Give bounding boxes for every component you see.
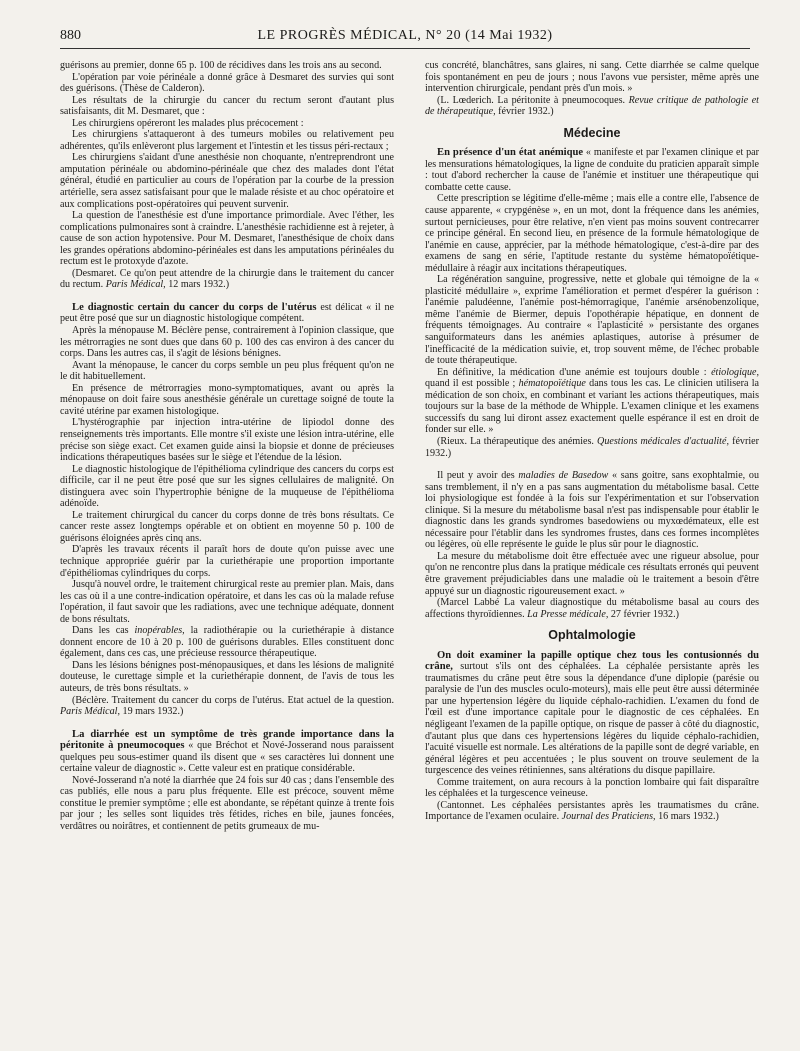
paragraph: Avant la ménopause, le cancer du corps semble un peu plus fréquent qu'on ne le dit habituellement.	[60, 359, 394, 383]
article-lead: On doit examiner la papille optique chez tous les contusionnés du crâne, surtout s'ils ont des céphalées. La céphalée persistante après les traumatismes du crâne peut être sous la dépendance d'une diplopie (parésie ou paralysie de l'un des muscles oculo-moteurs), mais elle peut être aussi déterminée par une hypertension légère du liquide céphalo-rachidien. L'examen du fond de l'œil est d'une importance capitale pour le diagnostic de ces céphalées. En négligeant l'examen de la papille optique, on risque de passer à côté du diagnostic, d'autant plus que dans ces hypertensions légères du liquide céphalo-rachidien, l'acuité visuelle est normale. Les altérations de la papille sont de degré variable, en général légères et peu accentuées ; le plus souvent on trouve seulement de la turgescence des veines rétiniennes, sans altérations du disque papillaire.	[425, 649, 759, 777]
section-heading-ophtalmologie: Ophtalmologie	[548, 628, 636, 643]
paragraph: cus concrété, blanchâtres, sans glaires, ni sang. Cette diarrhée se calme quelque fois spontanément en peu de jours ; nous l'avons vue persister, même après une intervention chirurgicale, pendant près d'un mois. »	[425, 60, 759, 95]
article-lead: En présence d'un état anémique « manifeste et par l'examen clinique et par les mensurations hématologiques, la ligne de conduite du praticien apparaît simple : tout d'abord rechercher la cause de l'anémie et instituer une thérapeutique qui combatte cette cause.	[425, 147, 759, 193]
paragraph: Après la ménopause M. Béclère pense, contrairement à l'opinion classique, que les métrorragies ne sont dues que dans 60 p. 100 des cas environ à des cancer du corps. Dans les autres cas, il s'agit de lésions bénignes.	[60, 325, 394, 360]
article-headline: On doit examiner la papille optique chez tous les contusionnés du crâne,	[425, 649, 759, 673]
paragraph: guérisons au premier, donne 65 p. 100 de récidives dans les trois ans au second.	[60, 60, 382, 71]
paragraph: Le traitement chirurgical du cancer du corps donne de très bons résultats. Ce cancer reste assez longtemps opérable et on obtient en moyenne 50 p. 100 de guérisons éloignées après cinq ans.	[60, 509, 394, 544]
paragraph: Dans les cas inopérables, la radiothérapie ou la curiethérapie à distance donnent encore de 10 à 20 p. 100 de guérisons durables. Elles constituent donc également, dans ces cas, une précieuse ressource thérapeutique.	[60, 625, 394, 660]
paragraph: Les chirurgiens opéreront les malades plus précocement :	[72, 117, 304, 129]
citation: (Desmaret. Ce qu'on peut attendre de la chirurgie dans le traitement du cancer du rectum. Paris Médical, 12 mars 1932.)	[60, 267, 394, 291]
left-column	[60, 60, 394, 1045]
citation: (Rieux. La thérapeutique des anémies. Questions médicales d'actualité, février 1932.)	[425, 435, 759, 459]
paragraph: L'opération par voie périnéale a donné grâce à Desmaret des survies qui sont des guérisons. (Thèse de Calderon).	[60, 71, 394, 95]
citation: (Cantonnet. Les céphalées persistantes après les traumatismes du crâne. Importance de l'examen oculaire. Journal des Praticiens, 16 mars 1932.)	[425, 799, 759, 823]
citation: (Béclère. Traitement du cancer du corps de l'utérus. Etat actuel de la question. Paris Médical, 19 mars 1932.)	[60, 694, 394, 718]
paragraph: Comme traitement, on aura recours à la ponction lombaire qui fait disparaître les céphalées et la turgescence veineuse.	[425, 776, 759, 800]
paragraph: Jusqu'à nouvel ordre, le traitement chirurgical reste au premier plan. Mais, dans les cas où il a une contre-indication opératoire, et dans les cas où la malade refuse l'opération, il faut savoir que les radiations, avec une technique adéquate, donnent de bons résultats.	[60, 579, 394, 625]
right-column	[425, 60, 759, 1045]
paragraph: D'après les travaux récents il paraît hors de doute qu'on puisse avec une technique appropriée guérir par la curiethérapie une proportion importante d'épithéliomas cylindriques du corps.	[60, 544, 394, 579]
article-lead: La diarrhée est un symptôme de très grande importance dans la péritonite à pneumocoques « que Bréchot et Nové-Josserand nous paraissent quelques peu sous-estimer quand ils disent que « ses caractères lui donnent une certaine valeur de diagnostic ». Cette valeur est en pratique considérable.	[60, 728, 394, 775]
paragraph: L'hystérographie par injection intra-utérine de lipiodol donne des renseignements très importants. Elle montre s'il existe une lésion intra-utérine, elle précise son siège exact. Cet examen guide ainsi la biopsie et donne de précieuses indications thérapeutiques basées sur le siège et l'étendue de la lésion.	[60, 417, 394, 464]
paragraph: Cette prescription se légitime d'elle-même ; mais elle a contre elle, l'absence de cause apparente, « crypgénèse », en un mot, dont la fréquence dans les anémies, surtout pernicieuses, pour être relative, n'en vient pas moins souvent contrecarrer ce principe général. En second lieu, en présence de la formule hématologique de l'anémie en cause, apprécier, par la méthode hématologique, c'est-à-dire par des examens de sang en série, l'aptitude restante du système hématopoïétique-médullaire à réagir aux incitations thérapeutiques.	[425, 193, 759, 274]
paragraph: Il peut y avoir des maladies de Basedow « sans goitre, sans exophtalmie, ou sans tremblement, il n'y en a pas sans augmentation du métabolisme basal. Cette loi physiologique est fondée à la fois sur l'expérimentation et sur l'observation clinique. Si la mesure du métabolisme basal n'est pas indispensable pour établir le diagnostic dans les grands syndromes basedowiens ou myxœdémateux, elle est nécessaire pour l'établir dans les syndromes frustes, dans ces formes incomplètes ou légères, où elle représente le guide le plus sûr pour le diagnostic.	[425, 470, 759, 551]
running-header	[60, 26, 750, 49]
citation: (L. Lœderich. La péritonite à pneumocoques. Revue critique de pathologie et de thérapeutique, février 1932.)	[425, 94, 759, 118]
section-heading-medecine: Médecine	[563, 125, 621, 140]
paragraph: Les résultats de la chirurgie du cancer du rectum seront d'autant plus satisfaisants, dit M. Desmaret, que :	[60, 94, 394, 118]
paragraph: Les chirurgiens s'attaqueront à des tumeurs mobiles ou relativement peu adhérentes, qu'ils enlèveront plus largement et l'intestin et les tissus péri-rectaux ;	[60, 129, 394, 152]
article-headline: Le diagnostic certain du cancer du corps de l'utérus	[72, 301, 317, 313]
article-headline: En présence d'un état anémique	[437, 147, 584, 159]
paragraph: En présence de métrorragies mono-symptomatiques, avant ou après la ménopause on doit faire sous anesthésie générale un curettage soigné de toute la cavité utérine par examen histologique.	[60, 382, 394, 417]
citation: (Marcel Labbé La valeur diagnostique du métabolisme basal au cours des affections thyroïdiennes. La Presse médicale, 27 février 1932.)	[425, 597, 759, 620]
paragraph: Le diagnostic histologique de l'épithélioma cylindrique des cancers du corps est difficile, car il ne peut être posé que sur les signes cellulaires de malignité. On distinguera avec soin l'hypertrophie bénigne de la muqueuse de l'épithélioma adénoïde.	[60, 463, 394, 510]
article-lead: Le diagnostic certain du cancer du corps de l'utérus est délicat « il ne peut être posé que sur un diagnostic histologique compétent.	[60, 301, 394, 325]
page-number: 880	[60, 28, 81, 43]
journal-title: LE PROGRÈS MÉDICAL, N° 20 (14 Mai 1932)	[257, 28, 553, 43]
paragraph: Dans les lésions bénignes post-ménopausiques, et dans les lésions de malignité douteuse, le curettage simple et la curiethérapie donnent, de l'avis de tous les auteurs, de très bons résultats. »	[60, 659, 394, 694]
paragraph: Les chirurgiens s'aidant d'une anesthésie non choquante, n'entreprendront une amputation périnéale ou abdomino-périnéale que chez des malades dont l'état général, étudié en particulier au cours de l'opération par la courbe de la pression artérielle, sera assez satisfaisant pour que le malade résiste et au choc opératoire et aux complications post-opératoires qui peuvent survenir.	[60, 152, 394, 210]
paragraph: Nové-Josserand n'a noté la diarrhée que 24 fois sur 40 cas ; dans l'ensemble des cas publiés, elle nous a paru plus fréquente. Elle est précoce, souvent même constitue le premier symptôme ; elle est abondante, se répétant quinze à trente fois par jour ; les selles sont liquides très fétides, riches en bile, jaunes foncées, verdâtres ou noirâtres, et contiennent de petits grumeaux de mu-	[60, 774, 394, 832]
paragraph: La régénération sanguine, progressive, nette et globale qui témoigne de la « plasticité médullaire », exprime l'amélioration et permet d'espérer la guérison : l'anémie paludéenne, l'anémie post-hémorragique, l'anémie arsénobenzolique, même l'anémie de Biermer, depuis l'opothérapie hépatique, en donnent de fréquents témoignages. Au contraire « l'aplasticité » persistante des organes sanguiformateurs dans les anémies aplastiques, autorise à présumer de l'inefficacité de la médication suivie, et, trop souvent même, de l'échec probable de toute thérapeutique.	[425, 274, 759, 367]
paragraph: En définitive, la médication d'une anémie est toujours double : étiologique, quand il est possible ; hématopoïétique dans tous les cas. Le clinicien utilisera la médication de son choix, en combinant et variant les actions thérapeutiques, mais toujours sur la base de la méthode de Whipple. L'examen clinique et les examens successifs du sang lui diront assez exactement quelle espérance il est en droit de fonder sur elle. »	[425, 366, 759, 436]
paragraph: La question de l'anesthésie est d'une importance primordiale. Avec l'éther, les complications pulmonaires sont à craindre. L'anesthésie rachidienne est à rejeter, à cause de son action hypotensive. Pour M. Desmaret, l'anesthésique de choix dans les grandes opérations abdomino-périnéales est dans les amputations périnéales du rectum est le protoxyde d'azote.	[60, 210, 394, 268]
paragraph: La mesure du métabolisme doit être effectuée avec une rigueur absolue, pour qu'on ne rencontre plus dans la pratique médicale ces résultats erronés qui peuvent être gravement préjudiciables dans une maladie où le traitement a besoin d'être appuyé sur un diagnostic rigoureusement exact. »	[425, 550, 759, 597]
article-headline: La diarrhée est un symptôme de très grande importance dans la péritonite à pneumocoques	[60, 728, 394, 752]
